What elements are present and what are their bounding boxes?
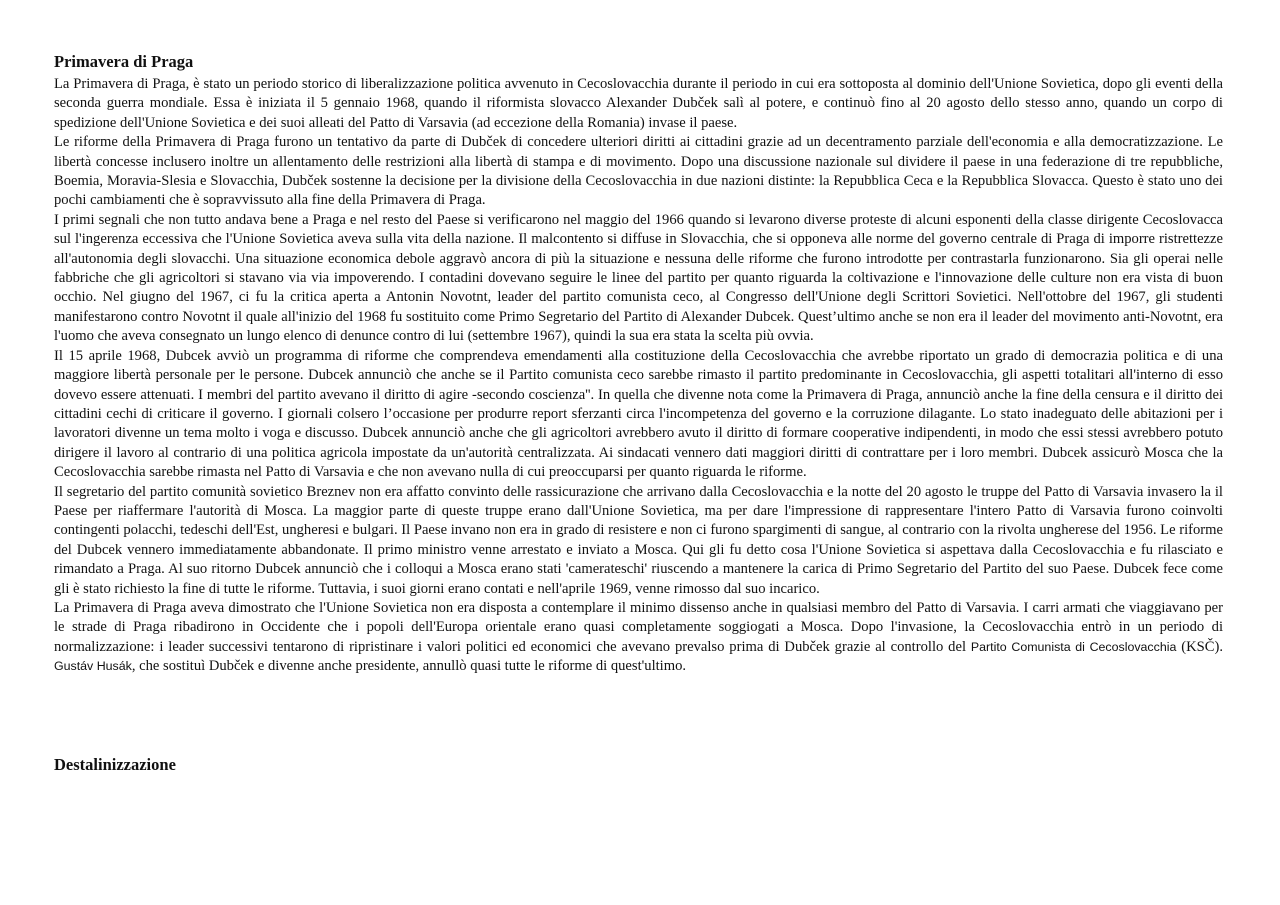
paragraph-5: Il segretario del partito comunità sovietico Breznev non era affatto convinto delle rassicurazione che arrivano dalla Cecoslovacchia e la notte del 20 agosto le truppe del Patto di Varsavia invasero la il Paese per riaffermare l'autorità di Mosca. La maggior parte di queste truppe erano dall'Unione Sovietica, ma per dare l'impressione di rappresentare l'intero Patto di Varsavia furono coinvolti contingenti polacchi, tedeschi dell'Est, ungheresi e bulgari. Il Paese invano non era in grado di resistere e non ci furono spargimenti di sangue, al contrario con la rivolta ungherese del 1956. Le riforme del Dubcek vennero immediatamente abbandonate. Il primo ministro venne arrestato e inviato a Mosca. Qui gli fu detto cosa l'Unione Sovietica si aspettava dalla Cecoslovacchia e fu rilasciato e rimandato a Praga. Al suo ritorno Dubcek annunciò che i colloqui a Mosca erano stati 'camerateschi' riuscendo a mantenere la carica di Primo Segretario del Partito del suo Paese. Dubcek fece come gli è stato richiesto la fine di tutte le riforme. Tuttavia, i suoi giorni erano contati e nell'aprile 1969, venne rimosso dal suo incarico. — [54, 483, 1223, 597]
leader-name-link: Gustáv Husák — [54, 659, 132, 674]
party-name-link: Partito Comunista di Cecoslovacchia — [970, 639, 1177, 654]
paragraph-6 — [54, 599, 1223, 677]
paragraph-6-text-a: La Primavera di Praga aveva dimostrato che l'Unione Sovietica non era disposta a contemplare il minimo dissenso anche in qualsiasi membro del Patto di Varsavia. I carri armati che viaggiavano per le strade di Praga ribadirono in Occidente che i popoli dell'Europa orientale erano quasi completamente soggiogati a Mosca. Dopo l'invasione, la Cecoslovacchia entrò in un periodo di normalizzazione: i leader successivi tentarono di ripristinare i valori politici ed economici che avevano prevalso prima di Dubček grazie al controllo del — [54, 599, 1223, 655]
paragraph-3: I primi segnali che non tutto andava bene a Praga e nel resto del Paese si verificarono nel maggio del 1966 quando si levarono diverse proteste di alcuni esponenti della classe dirigente Cecoslovacca sul l'ingerenza eccessiva che l'Unione Sovietica aveva sulla vita della nazione. Il malcontento si diffuse in Slovacchia, che si opponeva alle norme del governo centrale di Praga di imporre ristrettezze all'autonomia degli slovacchi. Una situazione economica debole aggravò ancora di più la situazione e nessuna delle riforme che furono introdotte per contrastarla funzionarono. Sia gli operai nelle fabbriche che gli agricoltori si stavano via via impoverendo. I contadini dovevano seguire le linee del partito per quanto riguarda la coltivazione e l'innovazione delle culture non era vista di buon occhio. Nel giugno del 1967, ci fu la critica aperta a Antonin Novotnt, leader del partito comunista ceco, al Congresso dell'Unione degli Scrittori Sovietici. Nell'ottobre del 1967, gli studenti manifestarono contro Novotnt il quale all'inizio del 1968 fu sostituito come Primo Segretario del Partito di Alexander Dubcek. Quest’ultimo anche se non era il leader del movimento anti-Novotnt, era l'uomo che aveva consegnato un lungo elenco di denunce contro di lui (settembre 1967), quindi la sua era stata la scelta più ovvia. — [54, 211, 1223, 345]
paragraph-6-text-b: (KSČ). — [1176, 638, 1223, 655]
paragraph-4: Il 15 aprile 1968, Dubcek avviò un programma di riforme che comprendeva emendamenti alla costituzione della Cecoslovacchia che avrebbe riportato un grado di democrazia politica e di una maggiore libertà personale per le persone. Dubcek annunciò che anche se il Partito comunista ceco sarebbe rimasto il partito predominante in Cecoslovacchia, gli aspetti totalitari all'interno di esso dovevo essere attenuati. I membri del partito avevano il diritto di agire -secondo coscienza''. In quella che divenne nota come la Primavera di Praga, annunciò anche la fine della censura e il diritto dei cittadini cechi di criticare il governo. I giornali colsero l’occasione per produrre report sferzanti circa l'incompetenza del governo e la corruzione dilagante. Lo stato inadeguato delle abitazioni per i lavoratori divenne un tema molto i voga e discusso. Dubcek annunciò anche che gli agricoltori avrebbero avuto il diritto di formare cooperative indipendenti, in modo che essi stessi avrebbero potuto dirigere il lavoro al contrario di una politica agricola impostate da un'autorità centralizzata. Ai sindacati vennero dati maggiori diritti di contrattare per i loro membri. Dubcek assicurò Mosca che la Cecoslovacchia sarebbe rimasta nel Patto di Varsavia e che non avevano nulla di cui preoccuparsi per quanto riguarda le riforme. — [54, 347, 1223, 481]
paragraph-2: Le riforme della Primavera di Praga furono un tentativo da parte di Dubček di concedere ulteriori diritti ai cittadini grazie ad un decentramento parziale dell'economia e alla democratizzazione. Le libertà concesse inclusero inoltre un allentamento delle restrizioni alla libertà di stampa e di movimento. Dopo una discussione nazionale sul dividere il paese in una federazione di tre repubbliche, Boemia, Moravia-Slesia e Slovacchia, Dubček sostenne la decisione per la divisione della Cecoslovacchia in due nazioni distinte: la Repubblica Ceca e la Repubblica Slovacca. Questo è stato uno dei pochi cambiamenti che è sopravvissuto alla fine della Primavera di Praga. — [54, 134, 1223, 209]
section-spacer — [54, 677, 1223, 755]
document-page — [54, 52, 1223, 778]
section-title-primavera: Primavera di Praga — [54, 52, 194, 71]
paragraph-6-text-c: , che sostituì Dubček e divenne anche presidente, annullò quasi tutte le riforme di quest'ultimo. — [131, 658, 687, 675]
paragraph-1: La Primavera di Praga, è stato un periodo storico di liberalizzazione politica avvenuto in Cecoslovacchia durante il periodo in cui era sottoposta al dominio dell'Unione Sovietica, dopo gli eventi della seconda guerra mondiale. Essa è iniziata il 5 gennaio 1968, quando il riformista slovacco Alexander Dubček salì al potere, e continuò fino al 20 agosto dello stesso anno, quando un corpo di spedizione dell'Unione Sovietica e dei suoi alleati del Patto di Varsavia (ad eccezione della Romania) invase il paese. — [54, 76, 1223, 131]
section-title-destalinizzazione: Destalinizzazione — [54, 754, 176, 774]
